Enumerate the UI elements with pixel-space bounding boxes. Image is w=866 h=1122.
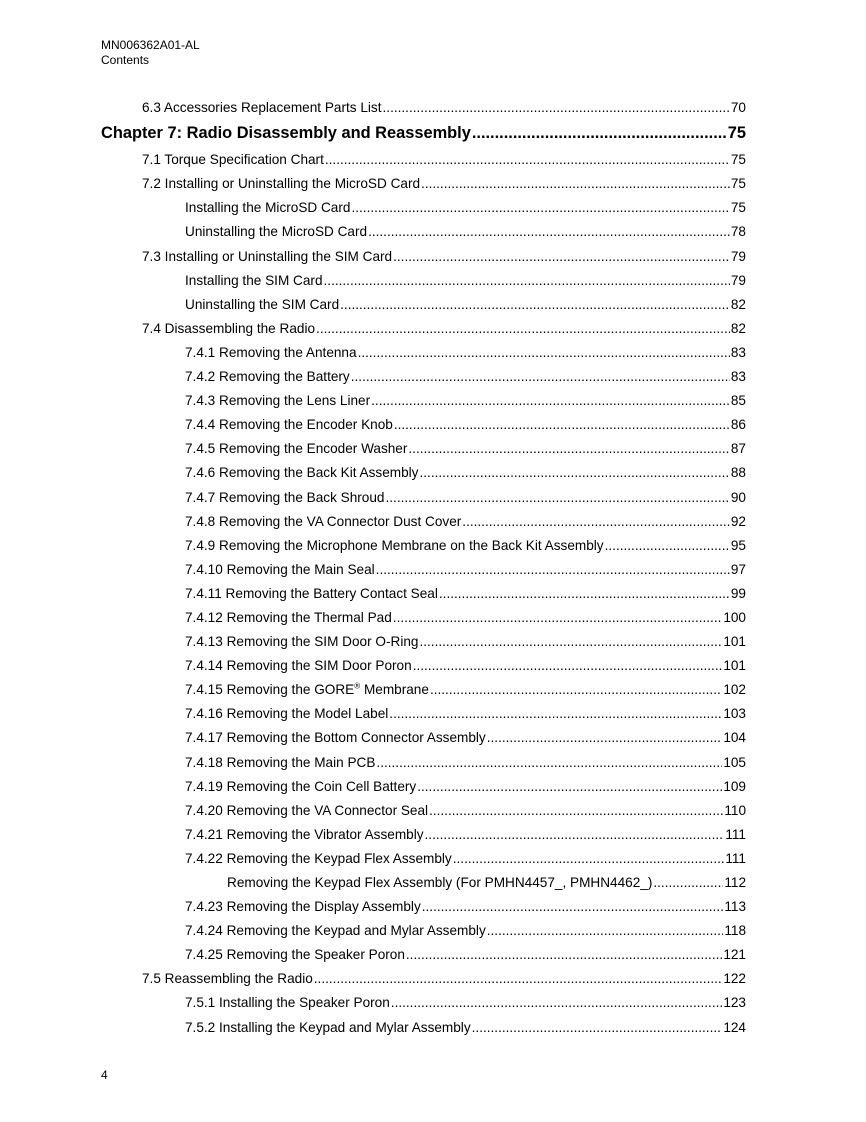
toc-entry-page: 79	[730, 248, 746, 264]
toc-entry-title: 7.4.15 Removing the GORE® Membrane	[185, 681, 429, 698]
dot-leader	[376, 755, 722, 770]
toc-entry-title: Chapter 7: Radio Disassembly and Reassembly	[101, 124, 471, 143]
toc-entry-title: 7.4 Disassembling the Radio	[142, 320, 316, 336]
toc-entry-page: 87	[730, 441, 746, 457]
page-number: 4	[101, 1068, 108, 1082]
dot-leader	[406, 947, 722, 962]
toc-chapter-entry[interactable]	[101, 115, 746, 143]
toc-entry[interactable]	[101, 770, 746, 794]
dot-leader	[430, 682, 722, 697]
toc-entry[interactable]	[101, 986, 746, 1010]
toc-entry[interactable]	[101, 215, 746, 239]
toc-entry-title: Installing the MicroSD Card	[185, 200, 351, 216]
toc-entry[interactable]	[101, 360, 746, 384]
toc-entry-title: 7.3 Installing or Uninstalling the SIM Card	[142, 248, 393, 264]
toc-entry[interactable]	[101, 794, 746, 818]
table-of-contents	[101, 91, 746, 1035]
toc-entry-page: 113	[724, 899, 746, 915]
dot-leader	[314, 971, 723, 986]
toc-entry-title: 7.4.3 Removing the Lens Liner	[185, 393, 371, 409]
dot-leader	[605, 538, 730, 553]
toc-entry-page: 105	[723, 754, 746, 770]
toc-entry[interactable]	[101, 408, 746, 432]
dot-leader	[419, 465, 729, 480]
toc-entry-page: 99	[730, 585, 746, 601]
toc-entry[interactable]	[101, 673, 746, 697]
dot-leader	[439, 586, 730, 601]
toc-entry-title: 7.1 Torque Specification Chart	[142, 152, 324, 168]
toc-entry[interactable]	[101, 239, 746, 263]
toc-entry-title: 7.4.13 Removing the SIM Door O-Ring	[185, 634, 419, 650]
toc-entry[interactable]	[101, 697, 746, 721]
section-name: Contents	[101, 53, 150, 67]
toc-entry-title: 7.4.6 Removing the Back Kit Assembly	[185, 465, 419, 481]
toc-entry[interactable]	[101, 818, 746, 842]
toc-entry[interactable]	[101, 191, 746, 215]
toc-entry-title: 7.4.11 Removing the Battery Contact Seal	[185, 585, 438, 601]
toc-entry-page: 121	[723, 947, 746, 963]
dot-leader	[422, 899, 724, 914]
toc-entry[interactable]	[101, 721, 746, 745]
toc-entry-title: 7.4.23 Removing the Display Assembly	[185, 899, 421, 915]
dot-leader	[325, 152, 730, 167]
toc-entry[interactable]	[101, 649, 746, 673]
dot-leader	[358, 345, 730, 360]
toc-entry-title: Uninstalling the SIM Card	[185, 296, 340, 312]
dot-leader	[421, 176, 730, 191]
dot-leader	[393, 610, 723, 625]
dot-leader	[324, 273, 730, 288]
toc-entry[interactable]	[101, 505, 746, 529]
page-header	[101, 38, 200, 68]
toc-entry-page: 75	[730, 200, 746, 216]
dot-leader	[351, 369, 730, 384]
toc-entry[interactable]	[101, 529, 746, 553]
toc-entry-page: 83	[730, 369, 746, 385]
toc-entry-title: 7.4.10 Removing the Main Seal	[185, 561, 375, 577]
dot-leader	[393, 249, 730, 264]
toc-entry-title: 7.4.20 Removing the VA Connector Seal	[185, 802, 429, 818]
toc-entry-title: 7.4.18 Removing the Main PCB	[185, 754, 376, 770]
toc-entry-page: 95	[730, 537, 746, 553]
toc-entry[interactable]	[101, 264, 746, 288]
toc-entry-page: 112	[724, 875, 746, 890]
toc-entry-title: 7.5.2 Installing the Keypad and Mylar Assembly	[185, 1019, 471, 1035]
toc-entry-title: 7.4.2 Removing the Battery	[185, 369, 350, 385]
toc-entry-title: 7.4.8 Removing the VA Connector Dust Cover	[185, 513, 462, 529]
dot-leader	[429, 803, 723, 818]
toc-entry-page: 101	[723, 634, 746, 650]
dot-leader	[351, 200, 729, 215]
dot-leader	[462, 514, 730, 529]
toc-entry-title: 7.4.7 Removing the Back Shroud	[185, 489, 385, 505]
toc-entry-title: 7.4.19 Removing the Coin Cell Battery	[185, 778, 417, 794]
toc-entry-page: 85	[730, 393, 746, 409]
toc-entry-title: 7.5.1 Installing the Speaker Poron	[185, 995, 390, 1011]
toc-entry-page: 90	[730, 489, 746, 505]
toc-entry-page: 86	[730, 417, 746, 433]
dot-leader	[383, 100, 730, 115]
toc-entry[interactable]	[101, 312, 746, 336]
toc-entry-title: 7.2 Installing or Uninstalling the MicroSD Card	[142, 176, 421, 192]
toc-entry-page: 101	[723, 658, 746, 674]
dot-leader	[453, 851, 725, 866]
registered-mark: ®	[354, 681, 361, 691]
toc-entry[interactable]	[101, 866, 746, 890]
toc-entry-page: 111	[725, 826, 746, 842]
toc-entry-title: Installing the SIM Card	[185, 272, 323, 288]
toc-entry-title: 7.4.25 Removing the Speaker Poron	[185, 947, 405, 963]
toc-entry-page: 110	[724, 802, 746, 818]
dot-leader	[417, 779, 722, 794]
toc-entry-title: 7.4.14 Removing the SIM Door Poron	[185, 658, 412, 674]
toc-entry-title: 7.4.16 Removing the Model Label	[185, 706, 389, 722]
toc-entry[interactable]	[101, 167, 746, 191]
toc-entry-page: 122	[723, 971, 746, 987]
toc-entry-page: 75	[730, 152, 746, 168]
toc-entry-title: 7.4.24 Removing the Keypad and Mylar Assembly	[185, 923, 486, 939]
dot-leader	[316, 321, 730, 336]
dot-leader	[368, 224, 730, 239]
toc-entry-title: 7.4.17 Removing the Bottom Connector Assembly	[185, 730, 486, 746]
toc-entry-page: 78	[730, 224, 746, 240]
toc-entry[interactable]	[101, 143, 746, 167]
toc-entry-title: 7.4.1 Removing the Antenna	[185, 344, 357, 360]
toc-entry-page: 82	[730, 320, 746, 336]
toc-entry-title: 7.5 Reassembling the Radio	[142, 971, 313, 987]
toc-entry[interactable]	[101, 577, 746, 601]
dot-leader	[389, 706, 722, 721]
toc-entry[interactable]	[101, 456, 746, 480]
toc-entry-title: 7.4.4 Removing the Encoder Knob	[185, 417, 393, 433]
dot-leader	[394, 417, 730, 432]
dot-leader	[371, 393, 730, 408]
toc-entry-title: 6.3 Accessories Replacement Parts List	[142, 100, 382, 116]
toc-entry-page: 118	[724, 923, 746, 939]
toc-entry-page: 82	[730, 296, 746, 312]
toc-entry-page: 97	[730, 561, 746, 577]
toc-entry[interactable]	[101, 480, 746, 504]
toc-entry[interactable]	[101, 91, 746, 115]
toc-entry[interactable]	[101, 938, 746, 962]
toc-entry[interactable]	[101, 745, 746, 769]
toc-entry[interactable]	[101, 842, 746, 866]
dot-leader	[413, 658, 723, 673]
dot-leader	[653, 875, 723, 890]
toc-entry-title: 7.4.21 Removing the Vibrator Assembly	[185, 826, 424, 842]
toc-entry-page: 83	[730, 344, 746, 360]
toc-entry[interactable]	[101, 601, 746, 625]
toc-entry[interactable]	[101, 288, 746, 312]
toc-entry-title: 7.4.12 Removing the Thermal Pad	[185, 609, 392, 625]
toc-entry-page: 79	[730, 272, 746, 288]
toc-entry[interactable]	[101, 890, 746, 914]
toc-entry-page: 102	[723, 682, 746, 698]
toc-entry-page: 100	[723, 609, 746, 625]
dot-leader	[487, 923, 724, 938]
toc-entry[interactable]	[101, 1010, 746, 1034]
dot-leader	[487, 730, 723, 745]
toc-entry[interactable]	[101, 553, 746, 577]
dot-leader	[391, 995, 723, 1010]
toc-entry-title: 7.4.5 Removing the Encoder Washer	[185, 441, 408, 457]
toc-entry-title: 7.4.22 Removing the Keypad Flex Assembly	[185, 850, 452, 866]
toc-entry-page: 111	[725, 850, 746, 866]
document-number: MN006362A01-AL	[101, 38, 200, 52]
dot-leader	[386, 490, 730, 505]
toc-entry[interactable]	[101, 384, 746, 408]
dot-leader	[425, 827, 725, 842]
toc-entry-page: 75	[730, 176, 746, 192]
toc-entry-page: 103	[723, 706, 746, 722]
toc-entry-page: 70	[730, 100, 746, 116]
toc-entry[interactable]	[101, 625, 746, 649]
toc-entry-page: 88	[730, 465, 746, 481]
toc-entry[interactable]	[101, 914, 746, 938]
toc-entry-page: 104	[723, 730, 746, 746]
dot-leader	[472, 124, 727, 143]
dot-leader	[472, 1020, 723, 1035]
toc-entry-title: Uninstalling the MicroSD Card	[185, 224, 368, 240]
toc-entry-title: 7.4.9 Removing the Microphone Membrane on the Back Kit Assembly	[185, 537, 604, 553]
dot-leader	[340, 297, 730, 312]
toc-entry-page: 124	[723, 1019, 746, 1035]
dot-leader	[408, 441, 729, 456]
toc-entry[interactable]	[101, 336, 746, 360]
dot-leader	[419, 634, 722, 649]
toc-entry-page: 75	[727, 124, 746, 143]
toc-entry[interactable]	[101, 962, 746, 986]
toc-entry-page: 109	[723, 778, 746, 794]
toc-entry-title: Removing the Keypad Flex Assembly (For PMHN4457_, PMHN4462_)	[227, 875, 653, 890]
toc-entry-page: 92	[730, 513, 746, 529]
dot-leader	[376, 562, 730, 577]
toc-entry-page: 123	[723, 995, 746, 1011]
toc-entry[interactable]	[101, 432, 746, 456]
